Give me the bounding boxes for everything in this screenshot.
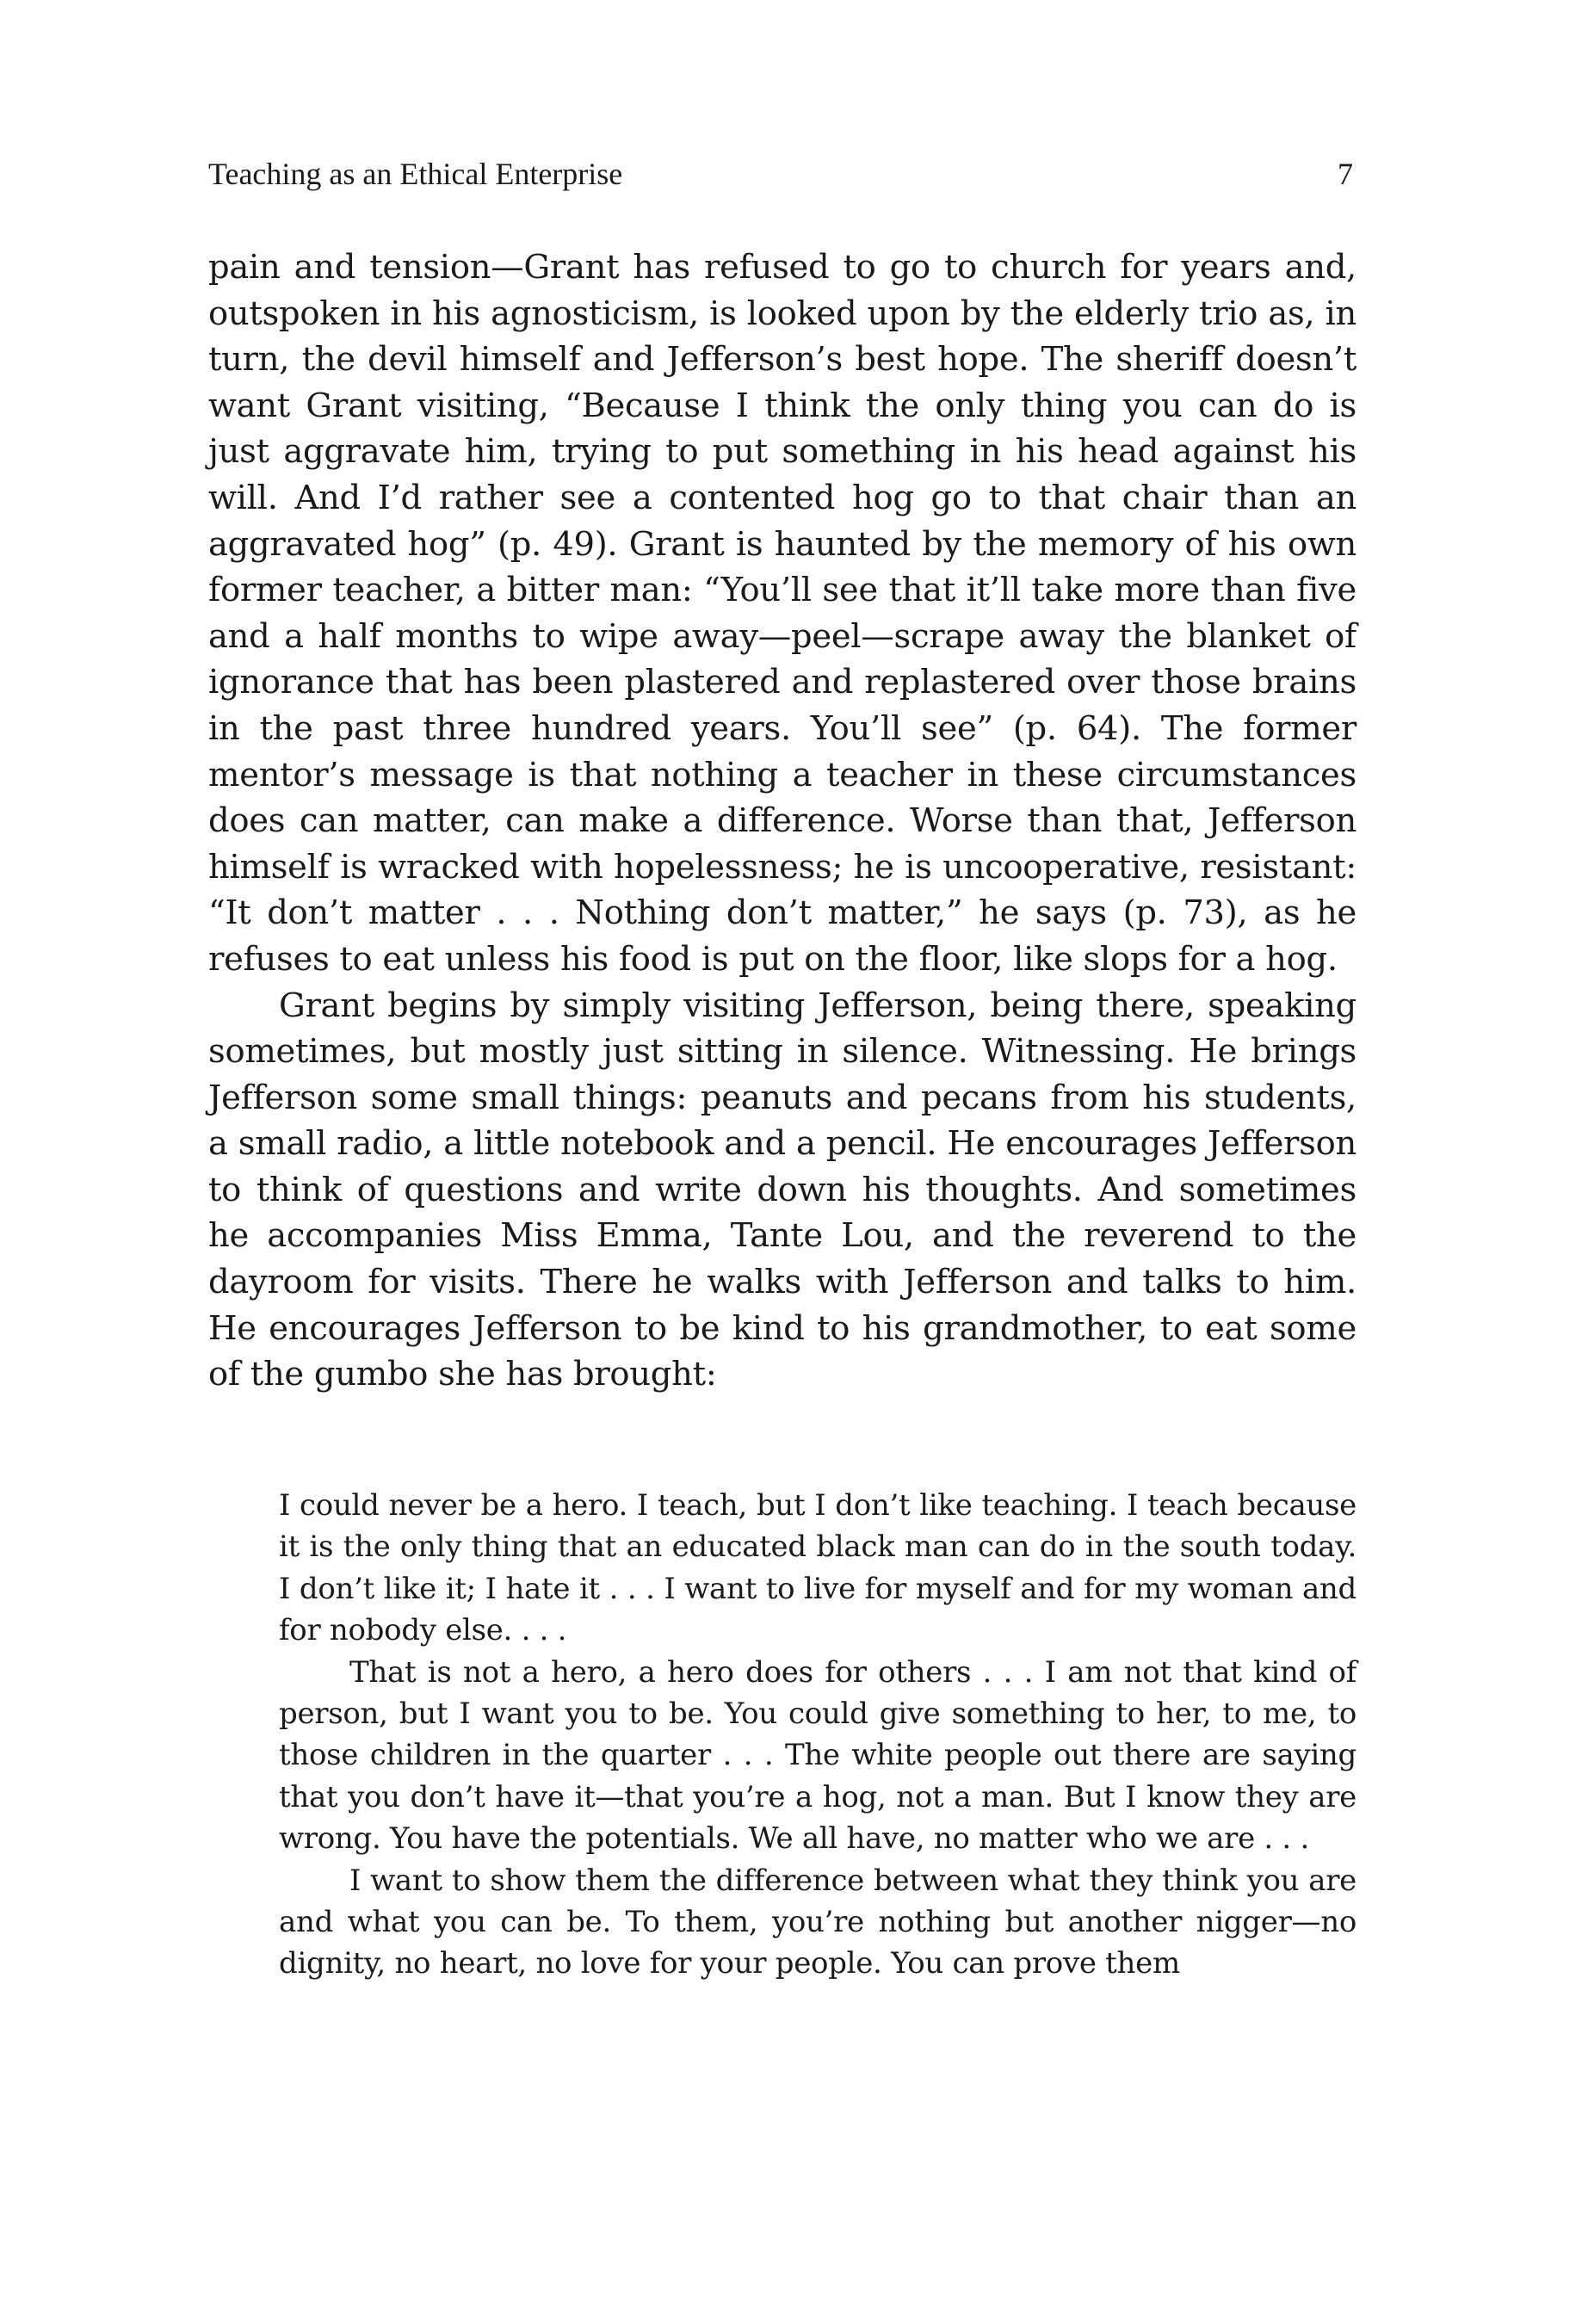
quotation-paragraph: I could never be a hero. I teach, but I don’t like teaching. I teach because it is the only thing that an educated black man can do in the south today. I don’t like it; I hate it . . . I want to live for myself and for my woman and for nobody else. . . . <box>279 1488 1356 1648</box>
quotation-paragraph: That is not a hero, a hero does for others . . . I am not that kind of person, but I want you to be. You could give something to her, to me, to those children in the quarter . . . The white people out there are saying that you don’t have it—that you’re a hog, not a man. But I know they are wrong. You have the potentials. We all have, no matter who we are . . . <box>279 1654 1356 1857</box>
quotation-paragraph: I want to show them the difference between what they think you are and what you can be. To them, you’re nothing but another nigger—no dignity, no heart, no love for your people. You can prove them <box>279 1863 1356 1981</box>
body-paragraph-continued: pain and tension—Grant has refused to go to church for years and, outspoken in his agnosticism, is looked upon by the elderly trio as, in turn, the devil himself and Jefferson’s best hope. The sheriff doesn’t want Grant visiting, “Because I think the only thing you can do is just aggravate him, trying to put something in his head against his will. And I’d rather see a contented hog go to that chair than an aggravated hog” (p. 49). Grant is haunted by the memory of his own former teacher, a bitter man: “You’ll see that it’ll take more than five and a half months to wipe away—peel—scrape away the blanket of ignorance that has been plastered and replastered over those brains in the past three hundred years. You’ll see” (p. 64). The former mentor’s message is that nothing a teacher in these circumstances does can matter, can make a difference. Worse than that, Jefferson himself is wracked with hopelessness; he is uncooperative, resistant: “It don’t matter . . . Nothing don’t matter,” he says (p. 73), as he refuses to eat unless his food is put on the floor, like slops for a hog. <box>208 248 1356 979</box>
page-number: 7 <box>1338 157 1353 191</box>
running-title: Teaching as an Ethical Enterprise <box>208 157 623 191</box>
body-text <box>208 244 1356 1398</box>
book-page <box>208 0 1356 2324</box>
body-paragraph: Grant begins by simply visiting Jefferson, being there, speaking sometimes, but mostly just sitting in silence. Witnessing. He brings Jefferson some small things: peanuts and pecans from his students, a small radio, a little notebook and a pencil. He encourages Jefferson to think of questions and write down his thoughts. And sometimes he accompanies Miss Emma, Tante Lou, and the reverend to the dayroom for visits. There he walks with Jefferson and talks to him. He encourages Jefferson to be kind to his grandmother, to eat some of the gumbo she has brought: <box>208 986 1356 1394</box>
block-quotation <box>279 1485 1356 1985</box>
running-head <box>208 153 1356 195</box>
